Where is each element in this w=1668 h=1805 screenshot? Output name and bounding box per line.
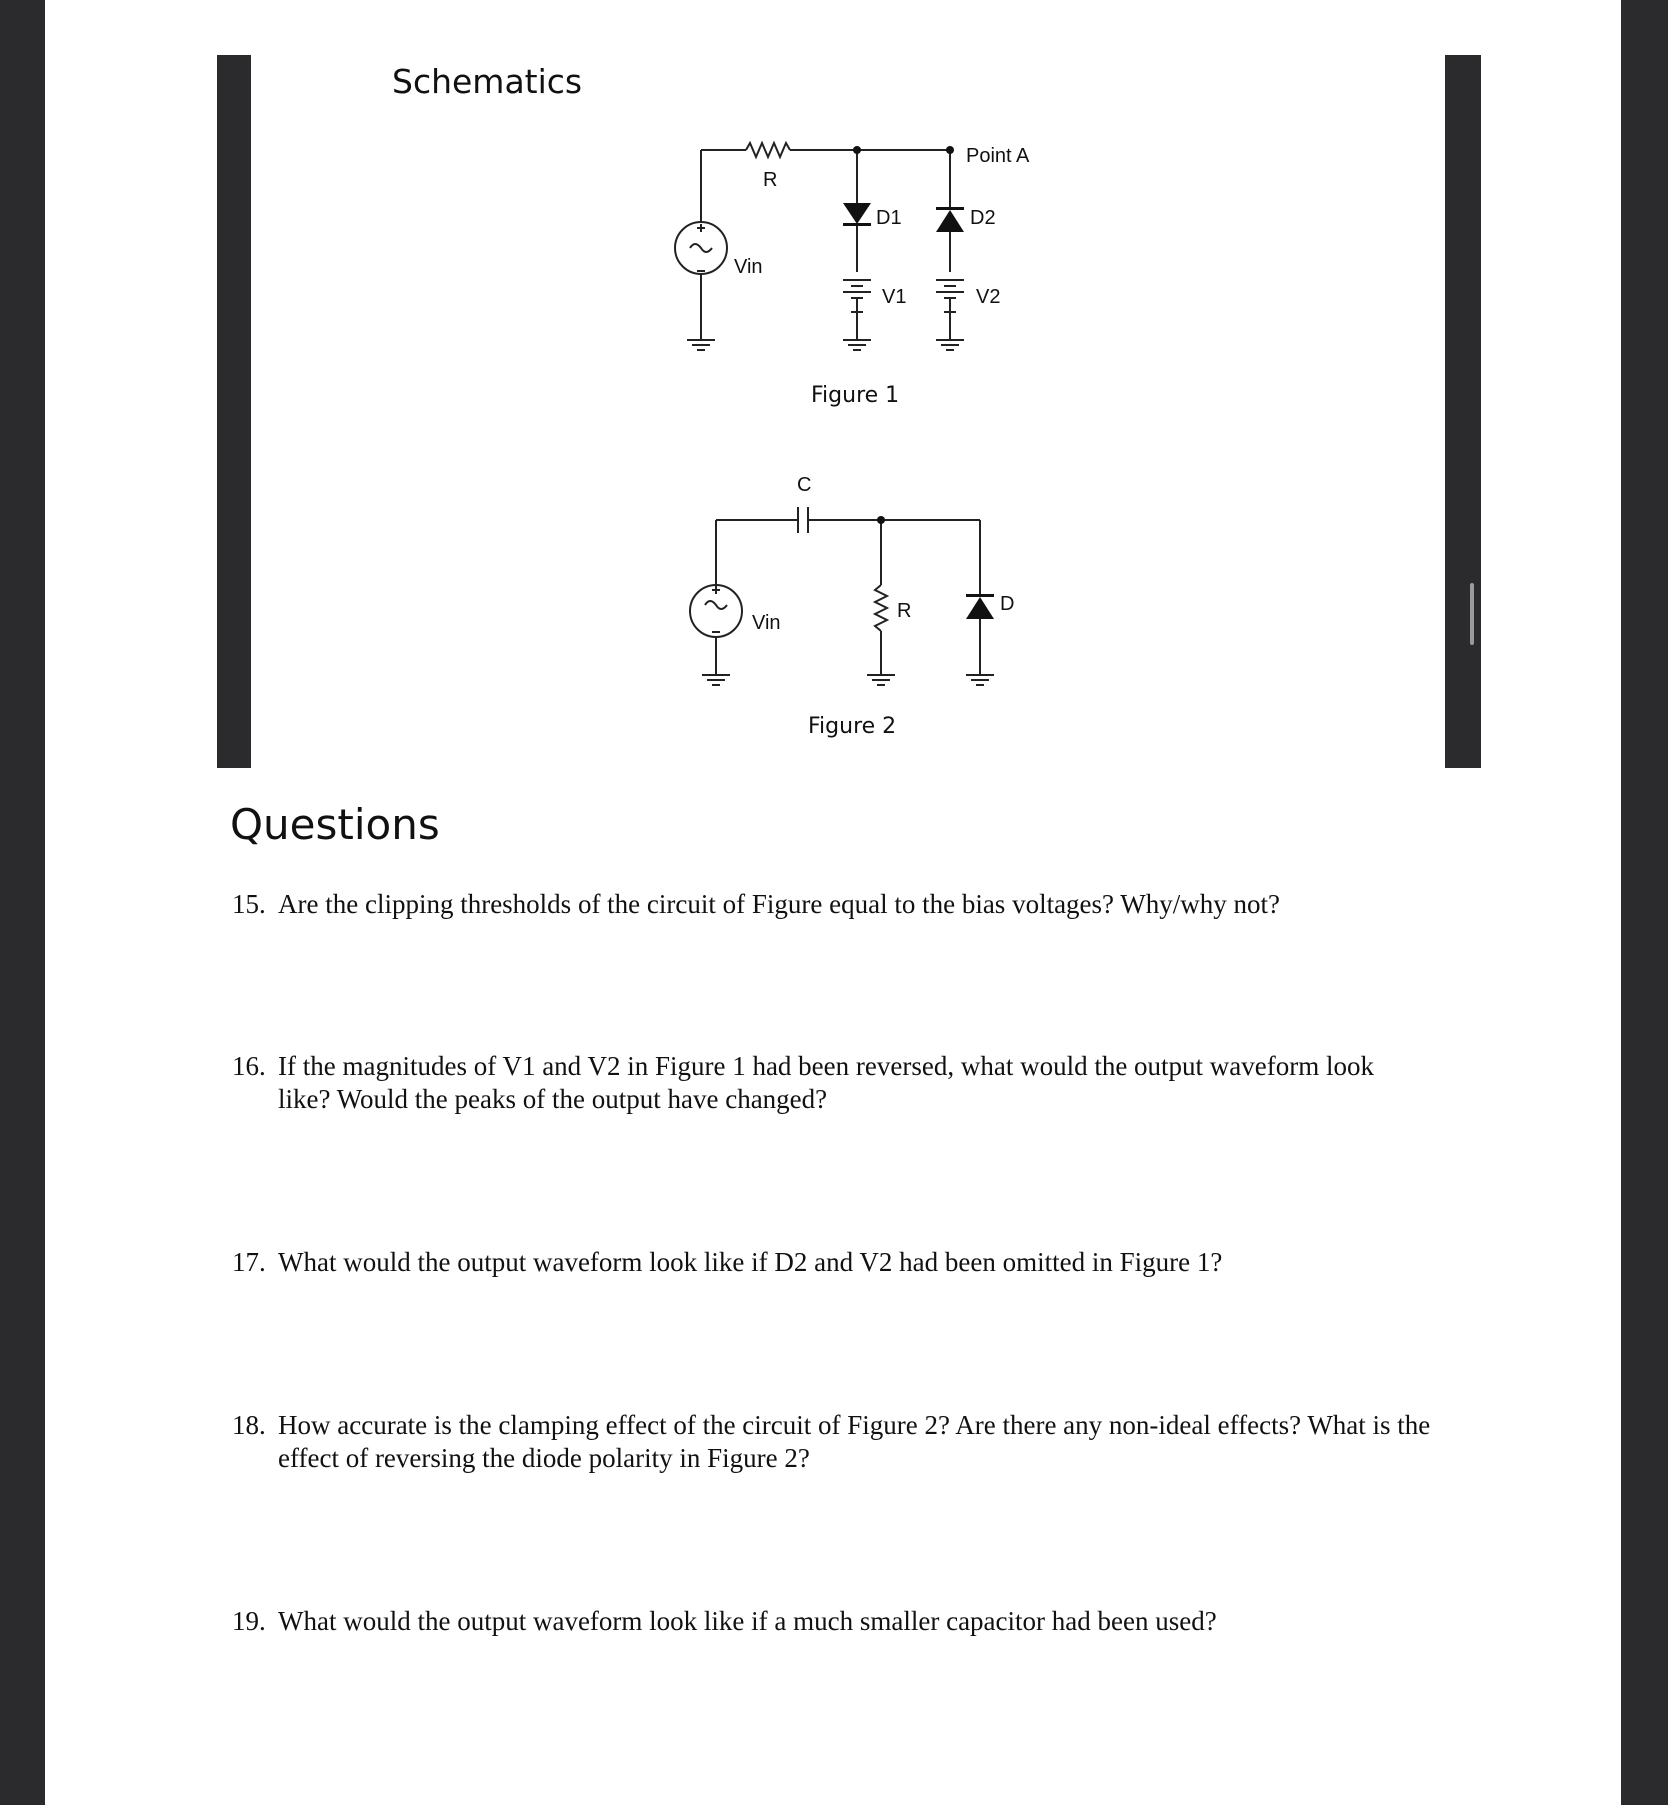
- question-15: [232, 888, 1432, 921]
- figure2-label-r: R: [897, 600, 912, 622]
- question-16: [232, 1050, 1432, 1116]
- figure1-label-v2: V2: [976, 286, 1001, 308]
- question-number: 18.: [232, 1410, 266, 1440]
- question-text: What would the output waveform look like if D2 and V2 had been omitted in Figure 1?: [278, 1247, 1223, 1277]
- question-text: If the magnitudes of V1 and V2 in Figure 1 had been reversed, what would the output waveform look like? Would the peaks of the output have changed?: [278, 1051, 1375, 1114]
- figure1-ground-source: [687, 340, 715, 350]
- figure2-diode-icon: [966, 597, 994, 619]
- figure1-caption: Figure 1: [811, 383, 900, 408]
- question-19: [232, 1605, 1432, 1638]
- schematics-diagram: [0, 0, 1668, 760]
- figure1-label-r: R: [763, 169, 778, 191]
- figure1-label-d2: D2: [970, 207, 996, 229]
- question-number: 17.: [232, 1247, 266, 1277]
- question-number: 19.: [232, 1606, 266, 1636]
- question-text: How accurate is the clamping effect of the circuit of Figure 2? Are there any non-ideal effects? What is the effect of reversing the diode polarity in Figure 2?: [278, 1410, 1431, 1473]
- figure1-diode2-icon: [936, 210, 964, 232]
- figure1-circuit: [675, 143, 964, 350]
- figure2-label-c: C: [797, 474, 812, 496]
- question-text: What would the output waveform look like if a much smaller capacitor had been used?: [278, 1606, 1217, 1636]
- question-text: Are the clipping thresholds of the circuit of Figure equal to the bias voltages? Why/why not?: [278, 889, 1281, 919]
- schematics-heading: Schematics: [392, 62, 583, 101]
- figure2-resistor: [875, 585, 887, 631]
- figure2-caption: Figure 2: [808, 714, 897, 739]
- figure1-label-v1: V1: [882, 286, 907, 308]
- figure1-resistor: [746, 143, 790, 157]
- question-number: 15.: [232, 889, 266, 919]
- figure2-circuit: [690, 507, 994, 685]
- figure1-label-point-a: Point A: [966, 145, 1030, 167]
- question-17: [232, 1246, 1432, 1279]
- questions-heading: Questions: [230, 800, 440, 849]
- figure2-label-d: D: [1000, 593, 1015, 615]
- figure2-label-vin: Vin: [752, 612, 781, 634]
- figure1-label-vin: Vin: [734, 256, 763, 278]
- question-number: 16.: [232, 1051, 266, 1081]
- question-18: [232, 1409, 1432, 1475]
- figure1-label-d1: D1: [876, 207, 902, 229]
- figure1-diode1-icon: [843, 203, 871, 224]
